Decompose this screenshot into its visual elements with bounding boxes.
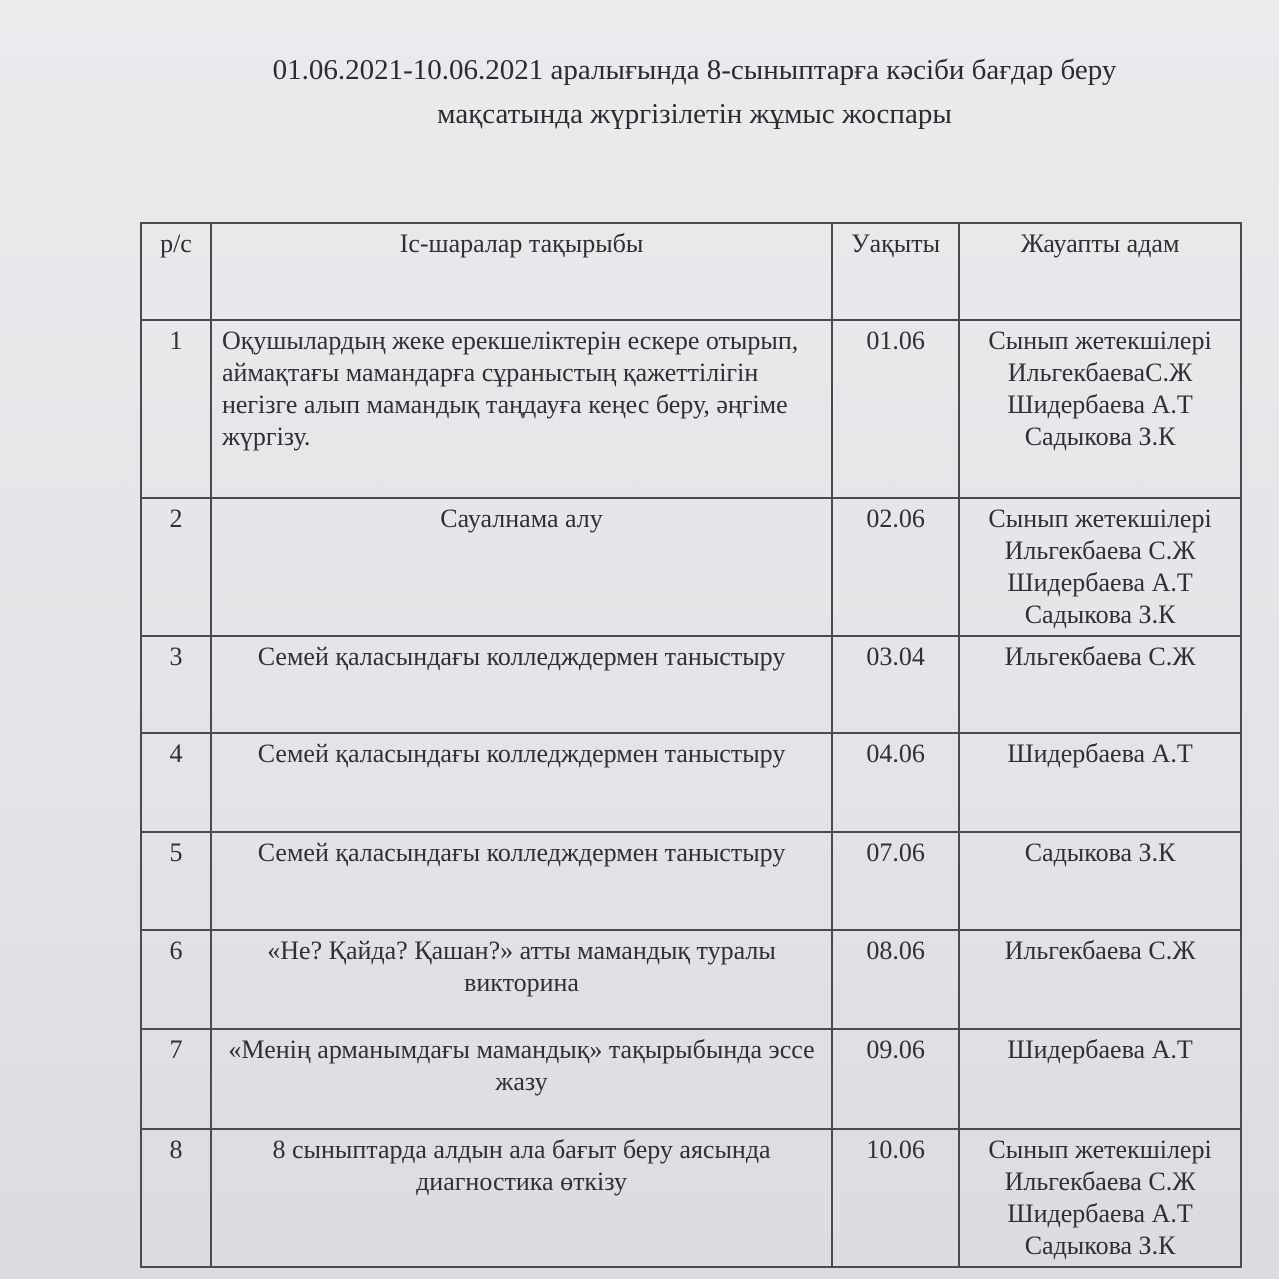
- row-num: 7: [141, 1029, 211, 1129]
- row-topic: «Менің арманымдағы мамандық» тақырыбында эссе жазу: [211, 1029, 832, 1129]
- row-date: 07.06: [832, 832, 959, 930]
- row-date: 03.04: [832, 636, 959, 733]
- row-topic: Оқушылардың жеке ерекшеліктерін ескере отырып, аймақтағы мамандарға сұраныстың қажеттілігін негізге алып мамандық таңдауға кеңес беру, әңгіме жүргізу.: [211, 320, 832, 498]
- responsible-person: ИльгекбаеваС.Ж: [1007, 358, 1193, 387]
- row-responsible: [959, 930, 1241, 1029]
- table-row: [141, 930, 1241, 1029]
- responsible-person: Шидербаева А.Т: [1007, 568, 1193, 597]
- responsible-person: Ильгекбаева С.Ж: [1004, 1167, 1196, 1196]
- responsible-person: Ильгекбаева С.Ж: [1004, 642, 1196, 671]
- responsible-person: Садыкова З.К: [1024, 422, 1176, 451]
- header-date: Уақыты: [832, 223, 959, 320]
- table-row: [141, 498, 1241, 636]
- responsible-person: Шидербаева А.Т: [1007, 390, 1193, 419]
- row-responsible: [959, 636, 1241, 733]
- row-topic: Семей қаласындағы колледждермен таныстыру: [211, 832, 832, 930]
- responsible-person: Шидербаева А.Т: [1007, 739, 1193, 768]
- table-row: [141, 733, 1241, 832]
- responsible-person: Сынып жетекшілері: [988, 326, 1212, 355]
- table-row: [141, 1129, 1241, 1267]
- responsible-person: Садыкова З.К: [1024, 1231, 1176, 1260]
- row-num: 2: [141, 498, 211, 636]
- row-topic: «Не? Қайда? Қашан?» атты мамандық туралы викторина: [211, 930, 832, 1029]
- row-topic: Семей қаласындағы колледждермен таныстыру: [211, 636, 832, 733]
- responsible-person: Ильгекбаева С.Ж: [1004, 536, 1196, 565]
- header-num: р/с: [141, 223, 211, 320]
- row-num: 4: [141, 733, 211, 832]
- table-row: [141, 320, 1241, 498]
- header-responsible: Жауапты адам: [959, 223, 1241, 320]
- responsible-person: Ильгекбаева С.Ж: [1004, 936, 1196, 965]
- responsible-person: Садыкова З.К: [1024, 600, 1176, 629]
- table-row: [141, 1029, 1241, 1129]
- responsible-person: Шидербаева А.Т: [1007, 1199, 1193, 1228]
- row-date: 08.06: [832, 930, 959, 1029]
- title-line-1: 01.06.2021-10.06.2021 аралығында 8-сыныптарға кәсіби бағдар беру: [272, 54, 1117, 86]
- plan-table: [140, 222, 1242, 1268]
- responsible-person: Сынып жетекшілері: [988, 1135, 1212, 1164]
- row-topic: Семей қаласындағы колледждермен таныстыру: [211, 733, 832, 832]
- header-topic: Іс-шаралар тақырыбы: [211, 223, 832, 320]
- row-num: 3: [141, 636, 211, 733]
- table-row: [141, 832, 1241, 930]
- row-responsible: [959, 733, 1241, 832]
- responsible-person: Шидербаева А.Т: [1007, 1035, 1193, 1064]
- table-header-row: [141, 223, 1241, 320]
- responsible-person: Садыкова З.К: [1024, 838, 1176, 867]
- row-date: 09.06: [832, 1029, 959, 1129]
- row-topic: Сауалнама алу: [211, 498, 832, 636]
- row-date: 02.06: [832, 498, 959, 636]
- row-num: 1: [141, 320, 211, 498]
- row-responsible: [959, 1029, 1241, 1129]
- responsible-person: Сынып жетекшілері: [988, 504, 1212, 533]
- row-topic: 8 сыныптарда алдын ала бағыт беру аясында диагностика өткізу: [211, 1129, 832, 1267]
- table-row: [141, 636, 1241, 733]
- row-responsible: [959, 1129, 1241, 1267]
- row-num: 8: [141, 1129, 211, 1267]
- row-responsible: [959, 320, 1241, 498]
- row-num: 5: [141, 832, 211, 930]
- document-title: [0, 48, 1279, 136]
- row-num: 6: [141, 930, 211, 1029]
- row-responsible: [959, 832, 1241, 930]
- row-date: 01.06: [832, 320, 959, 498]
- row-date: 04.06: [832, 733, 959, 832]
- row-date: 10.06: [832, 1129, 959, 1267]
- row-responsible: [959, 498, 1241, 636]
- title-line-2: мақсатында жүргізілетін жұмыс жоспары: [437, 98, 952, 130]
